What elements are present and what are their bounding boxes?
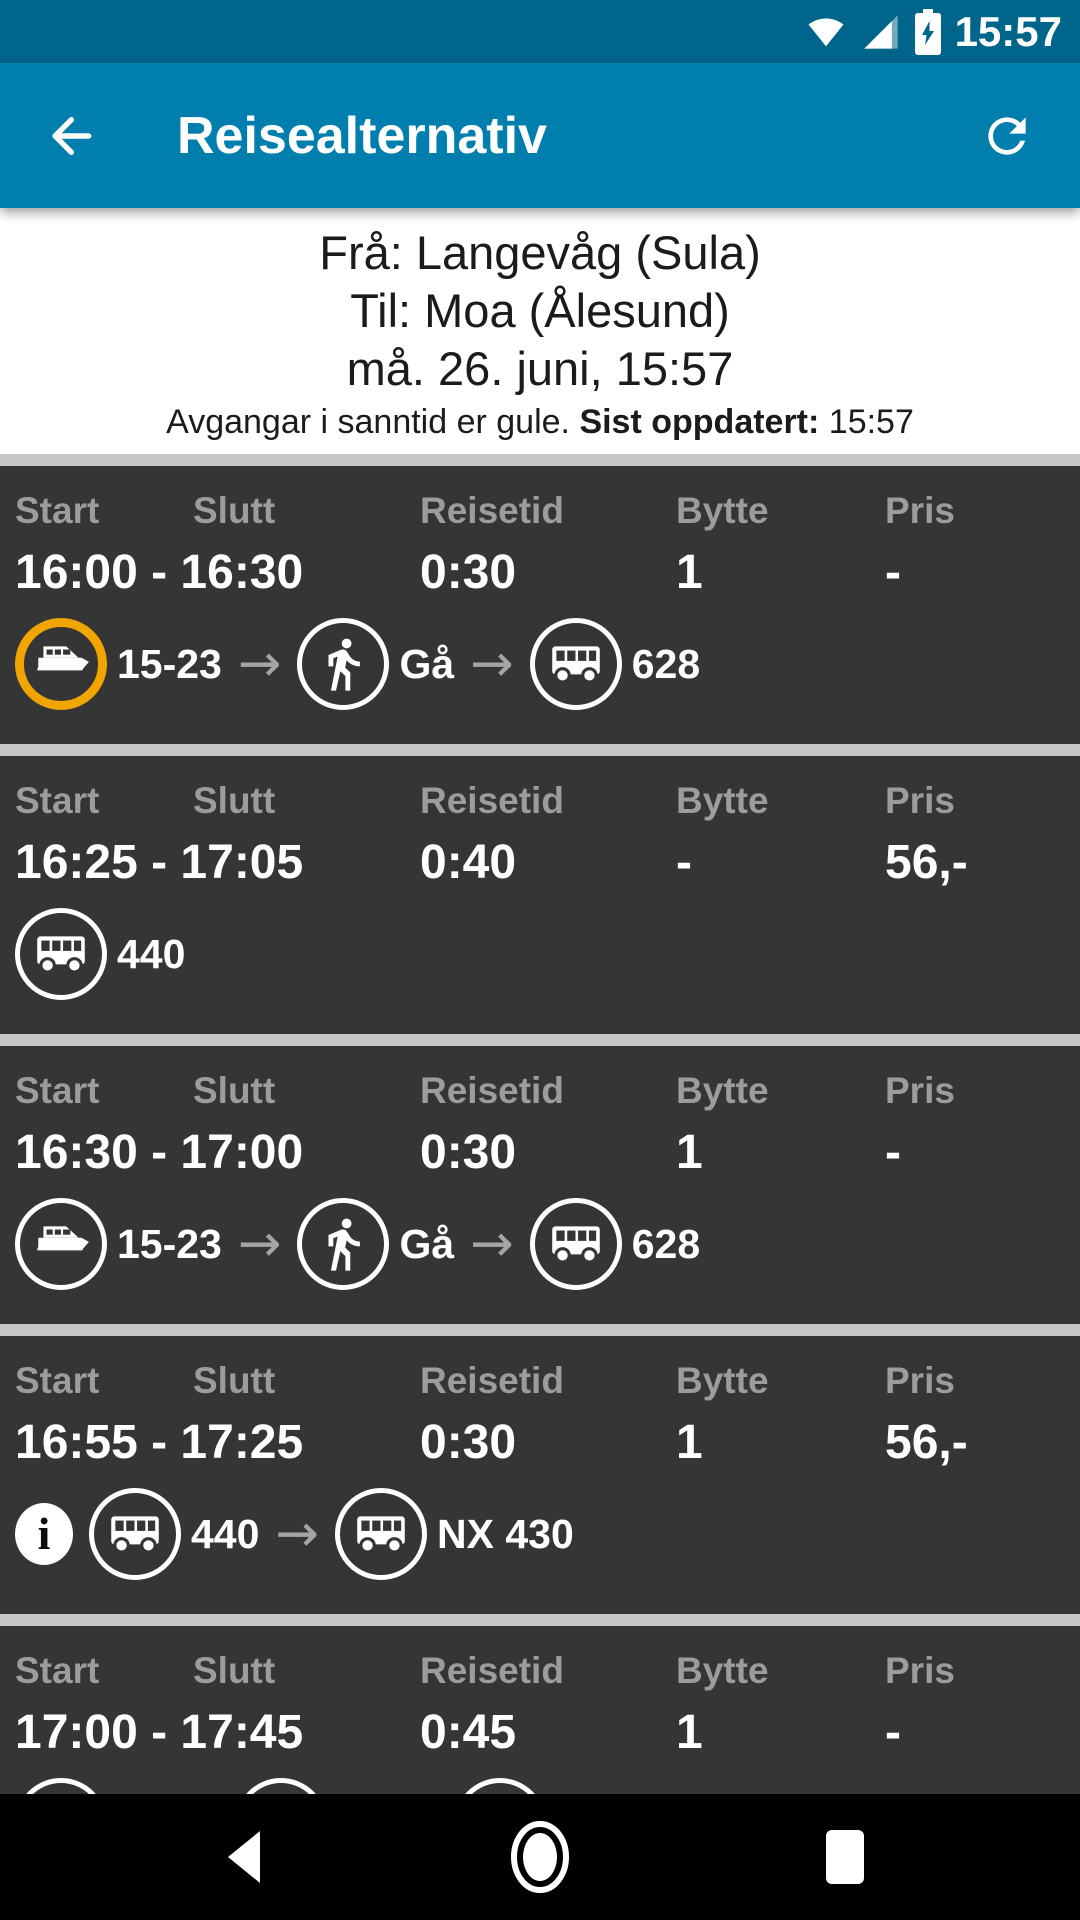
column-bytte: Bytte: [676, 1650, 769, 1691]
trip-duration: 0:30: [420, 546, 517, 599]
trip-duration: 0:30: [420, 1416, 517, 1469]
trip-leg-ferry: [15, 618, 222, 710]
column-start: Start: [15, 780, 100, 821]
trip-duration: 0:30: [420, 1126, 517, 1179]
trip-transfers: 1: [676, 546, 703, 599]
trip-time-range: 16:25 - 17:05: [15, 836, 304, 889]
nav-back-icon[interactable]: [224, 1829, 262, 1885]
trip-transfers: 1: [676, 1416, 703, 1469]
trip-values: [15, 836, 1080, 890]
column-bytte: Bytte: [676, 490, 769, 531]
column-slutt: Slutt: [193, 1070, 276, 1111]
date-line: må. 26. juni, 15:57: [346, 342, 734, 395]
trip-legs: [15, 1198, 1080, 1290]
transfer-arrow-icon: →: [237, 634, 282, 694]
trip-card[interactable]: [0, 744, 1080, 1034]
info-icon[interactable]: [15, 1503, 73, 1565]
nav-recents-icon[interactable]: [825, 1829, 865, 1885]
trip-transfers: 1: [676, 1706, 703, 1759]
trip-values: [15, 546, 1080, 600]
trip-leg-bus: [89, 1488, 259, 1580]
column-start: Start: [15, 490, 100, 531]
ferry-icon: [30, 633, 92, 695]
leg-route-label: 628: [631, 1220, 701, 1267]
column-slutt: Slutt: [193, 780, 276, 821]
trip-card[interactable]: [0, 1324, 1080, 1614]
column-slutt: Slutt: [193, 490, 276, 531]
column-start: Start: [15, 1070, 100, 1111]
column-start: Start: [15, 1360, 100, 1401]
column-slutt: Slutt: [193, 1360, 276, 1401]
bus-mode-badge: [89, 1488, 181, 1580]
bus-icon: [104, 1503, 166, 1565]
ferry-icon: [30, 1213, 92, 1275]
trip-card[interactable]: [0, 454, 1080, 744]
trip-legs: [15, 618, 1080, 710]
transfer-arrow-icon: →: [470, 634, 514, 694]
column-reisetid: Reisetid: [420, 1360, 564, 1401]
trip-price: -: [885, 546, 901, 599]
walk-mode-badge: [297, 618, 389, 710]
column-bytte: Bytte: [676, 780, 769, 821]
trip-values: [15, 1126, 1080, 1180]
updated-time: 15:57: [819, 403, 914, 441]
cellular-icon: [861, 12, 901, 52]
status-clock: 15:57: [954, 7, 1062, 55]
trip-duration: 0:40: [420, 836, 517, 889]
transfer-arrow-icon: →: [275, 1504, 319, 1564]
column-reisetid: Reisetid: [420, 1070, 564, 1111]
trip-column-headers: [15, 1070, 1080, 1112]
back-arrow-icon[interactable]: [12, 81, 122, 191]
wifi-icon: [805, 14, 847, 50]
column-start: Start: [15, 1650, 100, 1691]
leg-route-label: 15-23: [117, 1220, 222, 1267]
column-pris: Pris: [885, 1070, 955, 1111]
bus-icon: [545, 633, 607, 695]
realtime-note-text: Avgangar i sanntid er gule.: [166, 403, 580, 441]
column-slutt: Slutt: [193, 1650, 276, 1691]
trip-values: [15, 1416, 1080, 1470]
walk-mode-badge: [297, 1198, 389, 1290]
leg-route-label: 628: [631, 640, 701, 687]
trip-values: [15, 1706, 1080, 1760]
app-bar: [0, 63, 1080, 208]
walk-icon: [314, 1215, 372, 1273]
leg-route-label: Gå: [399, 640, 455, 687]
nav-home-icon[interactable]: [509, 1819, 571, 1895]
bus-mode-badge: [15, 908, 107, 1000]
trip-leg-bus: [15, 908, 185, 1000]
trip-legs: [15, 908, 1080, 1000]
android-nav-bar: [0, 1794, 1080, 1920]
bus-icon: [350, 1503, 412, 1565]
bus-icon: [545, 1213, 607, 1275]
trip-leg-bus: [530, 1198, 700, 1290]
battery-charging-icon: [915, 9, 941, 55]
trip-time-range: 16:00 - 16:30: [15, 546, 304, 599]
trip-column-headers: [15, 780, 1080, 822]
to-line: Til: Moa (Ålesund): [350, 284, 730, 337]
column-bytte: Bytte: [676, 1070, 769, 1111]
page-title: Reisealternativ: [177, 106, 547, 165]
trip-legs: [15, 1488, 1080, 1580]
column-reisetid: Reisetid: [420, 780, 564, 821]
trip-time-range: 16:55 - 17:25: [15, 1416, 304, 1469]
info-letter: i: [37, 1508, 51, 1559]
trip-time-range: 16:30 - 17:00: [15, 1126, 304, 1179]
column-pris: Pris: [885, 1360, 955, 1401]
column-pris: Pris: [885, 490, 955, 531]
bus-mode-badge: [335, 1488, 427, 1580]
trip-leg-walk: [297, 618, 454, 710]
trip-price: -: [885, 1126, 901, 1179]
refresh-icon[interactable]: [962, 91, 1052, 181]
trip-price: 56,-: [885, 1416, 968, 1469]
walk-icon: [314, 635, 372, 693]
column-reisetid: Reisetid: [420, 1650, 564, 1691]
leg-route-label: 440: [117, 930, 186, 977]
trip-leg-bus: [530, 618, 700, 710]
trip-price: 56,-: [885, 836, 968, 889]
trip-column-headers: [15, 1650, 1080, 1692]
leg-route-label: 15-23: [117, 640, 222, 687]
trip-duration: 0:45: [420, 1706, 517, 1759]
trip-list: [0, 454, 1080, 1904]
leg-route-label: Gå: [399, 1220, 455, 1267]
leg-route-label: 440: [191, 1510, 260, 1557]
bus-icon: [30, 923, 92, 985]
trip-transfers: -: [676, 836, 692, 889]
trip-leg-walk: [297, 1198, 454, 1290]
column-reisetid: Reisetid: [420, 490, 564, 531]
column-pris: Pris: [885, 1650, 955, 1691]
transfer-arrow-icon: →: [237, 1214, 282, 1274]
trip-leg-ferry: [15, 1198, 222, 1290]
updated-label: Sist oppdatert:: [579, 403, 820, 441]
trip-card[interactable]: [0, 1034, 1080, 1324]
column-pris: Pris: [885, 780, 955, 821]
realtime-note: [0, 402, 1080, 442]
leg-route-label: NX 430: [437, 1510, 574, 1557]
column-bytte: Bytte: [676, 1360, 769, 1401]
trip-leg-bus: [335, 1488, 574, 1580]
journey-summary: [0, 208, 1080, 454]
trip-transfers: 1: [676, 1126, 703, 1179]
trip-column-headers: [15, 1360, 1080, 1402]
status-bar: [0, 0, 1080, 63]
bus-mode-badge: [530, 1198, 622, 1290]
trip-price: -: [885, 1706, 901, 1759]
trip-column-headers: [15, 490, 1080, 532]
bus-mode-badge: [530, 618, 622, 710]
ferry-mode-badge: [15, 1198, 107, 1290]
transfer-arrow-icon: →: [470, 1214, 514, 1274]
ferry-mode-badge-realtime: [15, 618, 107, 710]
from-line: Frå: Langevåg (Sula): [319, 226, 761, 279]
trip-time-range: 17:00 - 17:45: [15, 1706, 304, 1759]
